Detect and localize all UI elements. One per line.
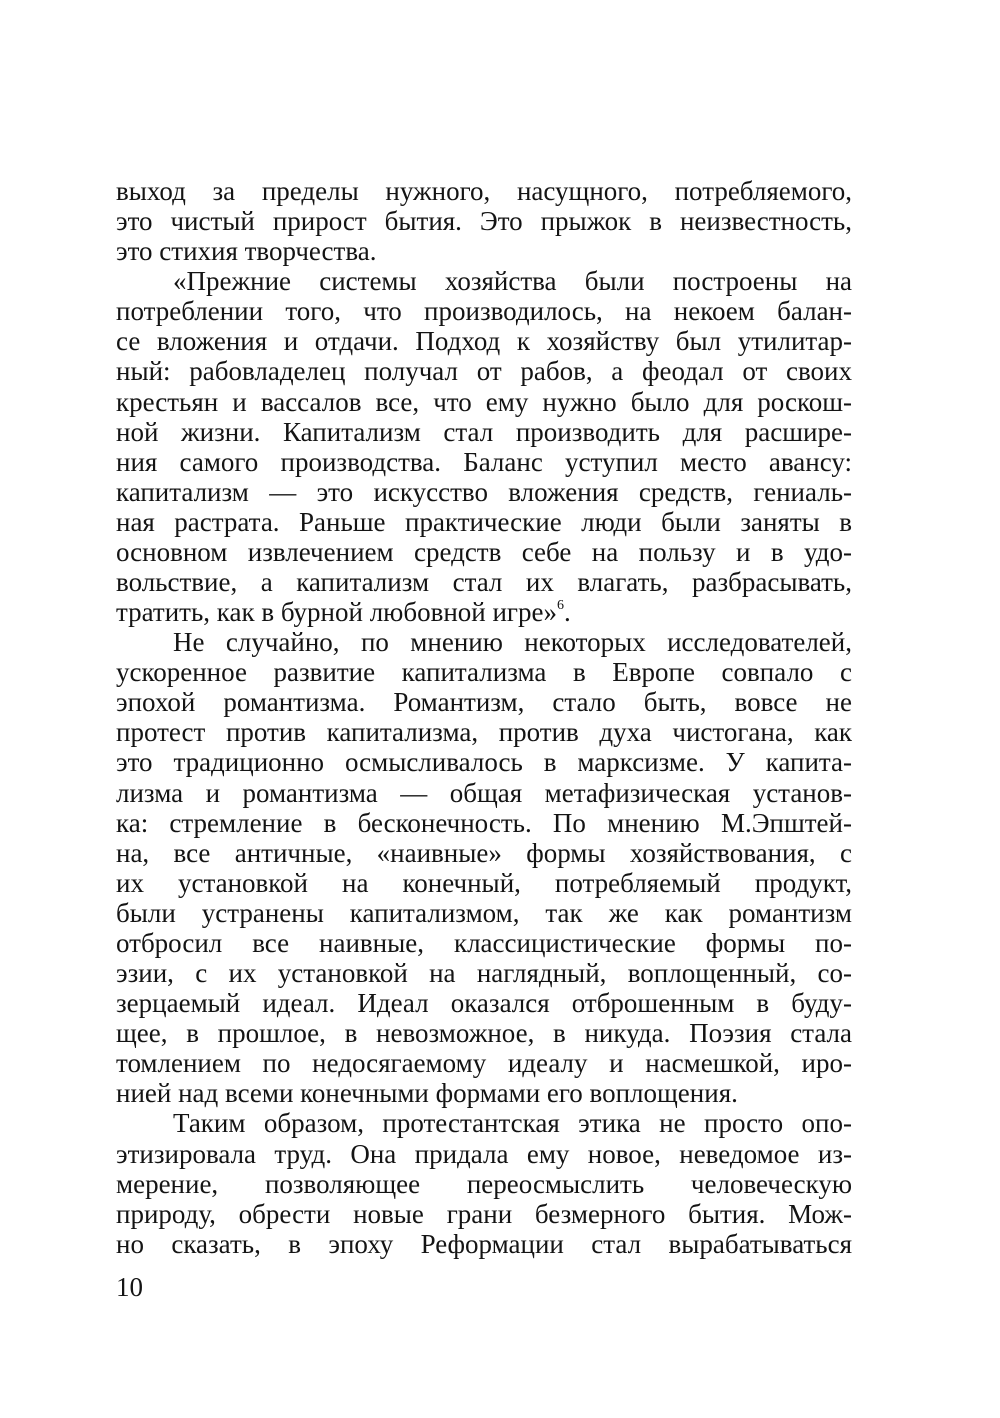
text-line-content: ускоренное развитие капитализма в Европе совпало с [116,657,852,688]
text-line [116,627,852,657]
text-line-content: ная растрата. Раньше практические люди были заняты в [116,506,852,537]
text-line [116,928,852,958]
text-line-content: Не случайно, по мнению некоторых исследователей, [173,627,852,658]
text-line-content: но сказать, в эпоху Реформации стал вырабатываться [116,1228,852,1259]
text-line-content: ния самого производства. Баланс уступил место авансу: [116,446,852,477]
page-number: 10 [116,1272,143,1302]
text-line-content: этизировала труд. Она придала ему новое, неведомое из- [116,1138,852,1169]
text-line [116,356,852,386]
text-line [116,1078,852,1108]
text-line [116,717,852,747]
text-line [116,747,852,777]
text-line [116,868,852,898]
text-line-content: эпохой романтизма. Романтизм, стало быть, вовсе не [116,687,852,718]
text-line [116,236,852,266]
body-text [116,176,852,1259]
text-line [116,1139,852,1169]
text-line-content: щее, в прошлое, в невозможное, в никуда. Поэзия стала [116,1018,852,1049]
text-line-content: тратить, как в бурной любовной игре» [116,597,557,628]
text-line-content: эзии, с их установкой на наглядный, воплощенный, со- [116,958,852,989]
text-line [116,1199,852,1229]
text-line-content: крестьян и вассалов все, что ему нужно было для роскош- [116,386,852,417]
text-line [116,1229,852,1259]
text-line [116,838,852,868]
text-line-content: были устранены капитализмом, так же как романтизм [116,897,852,928]
text-line [116,507,852,537]
text-line-content: зерцаемый идеал. Идеал оказался отброшенным в буду- [116,988,852,1019]
text-line-content: это стихия творчества. [116,236,377,267]
text-line [116,1169,852,1199]
text-line [116,958,852,988]
text-line [116,326,852,356]
text-line [116,687,852,717]
text-line [116,266,852,296]
text-line-content: основном извлечением средств себе на пользу и в удо- [116,536,852,567]
text-line [116,1048,852,1078]
text-line-content: вольствие, а капитализм стал их влагать, разбрасывать, [116,567,852,598]
text-line [116,477,852,507]
text-line-content: протест против капитализма, против духа чистогана, как [116,717,852,748]
text-line-content: се вложения и отдачи. Подход к хозяйству был утилитар- [116,326,852,357]
text-line-content: лизма и романтизма — общая метафизическая установ- [116,777,852,808]
text-line [116,597,852,627]
text-line [116,1018,852,1048]
text-line-content: «Прежние системы хозяйства были построены на [173,266,852,297]
text-line-content: это традиционно осмысливалось в марксизме. У капита- [116,747,852,778]
text-line-content: томлением по недосягаемому идеалу и насмешкой, иро- [116,1048,852,1079]
text-line [116,567,852,597]
text-line [116,447,852,477]
text-line-content: мерение, позволяющее переосмыслить человеческую [116,1168,852,1199]
text-line [116,206,852,236]
text-line-content: на, все античные, «наивные» формы хозяйствования, с [116,837,852,868]
text-line-content: Таким образом, протестантская этика не просто опо- [173,1108,852,1139]
text-line [116,296,852,326]
text-line-content: ка: стремление в бесконечность. По мнению М.Эпштей- [116,807,852,838]
text-line-content: потреблении того, что производилось, на некоем балан- [116,296,852,327]
text-line-content: ной жизни. Капитализм стал производить для расшире- [116,416,852,447]
text-line [116,778,852,808]
text-line-content: капитализм — это искусство вложения средств, гениаль- [116,476,852,507]
text-line [116,898,852,928]
text-line-content: отбросил все наивные, классицистические формы по- [116,927,852,958]
text-line [116,808,852,838]
text-line [116,176,852,206]
text-line-content: природу, обрести новые грани безмерного бытия. Мож- [116,1198,852,1229]
text-line-content: ный: рабовладелец получал от рабов, а феодал от своих [116,356,852,387]
text-line [116,417,852,447]
text-line [116,657,852,687]
text-line-content: выход за пределы нужного, насущного, потребляемого, [116,176,852,206]
text-line-content: их установкой на конечный, потребляемый продукт, [116,867,852,898]
text-line [116,387,852,417]
text-line [116,988,852,1018]
text-line [116,1108,852,1138]
text-line-content: это чистый прирост бытия. Это прыжок в неизвестность, [116,206,852,237]
text-line [116,537,852,567]
footnote-marker: 6 [556,598,564,614]
trailing-punctuation: . [563,597,571,628]
text-line-content: нией над всеми конечными формами его воплощения. [116,1078,738,1109]
